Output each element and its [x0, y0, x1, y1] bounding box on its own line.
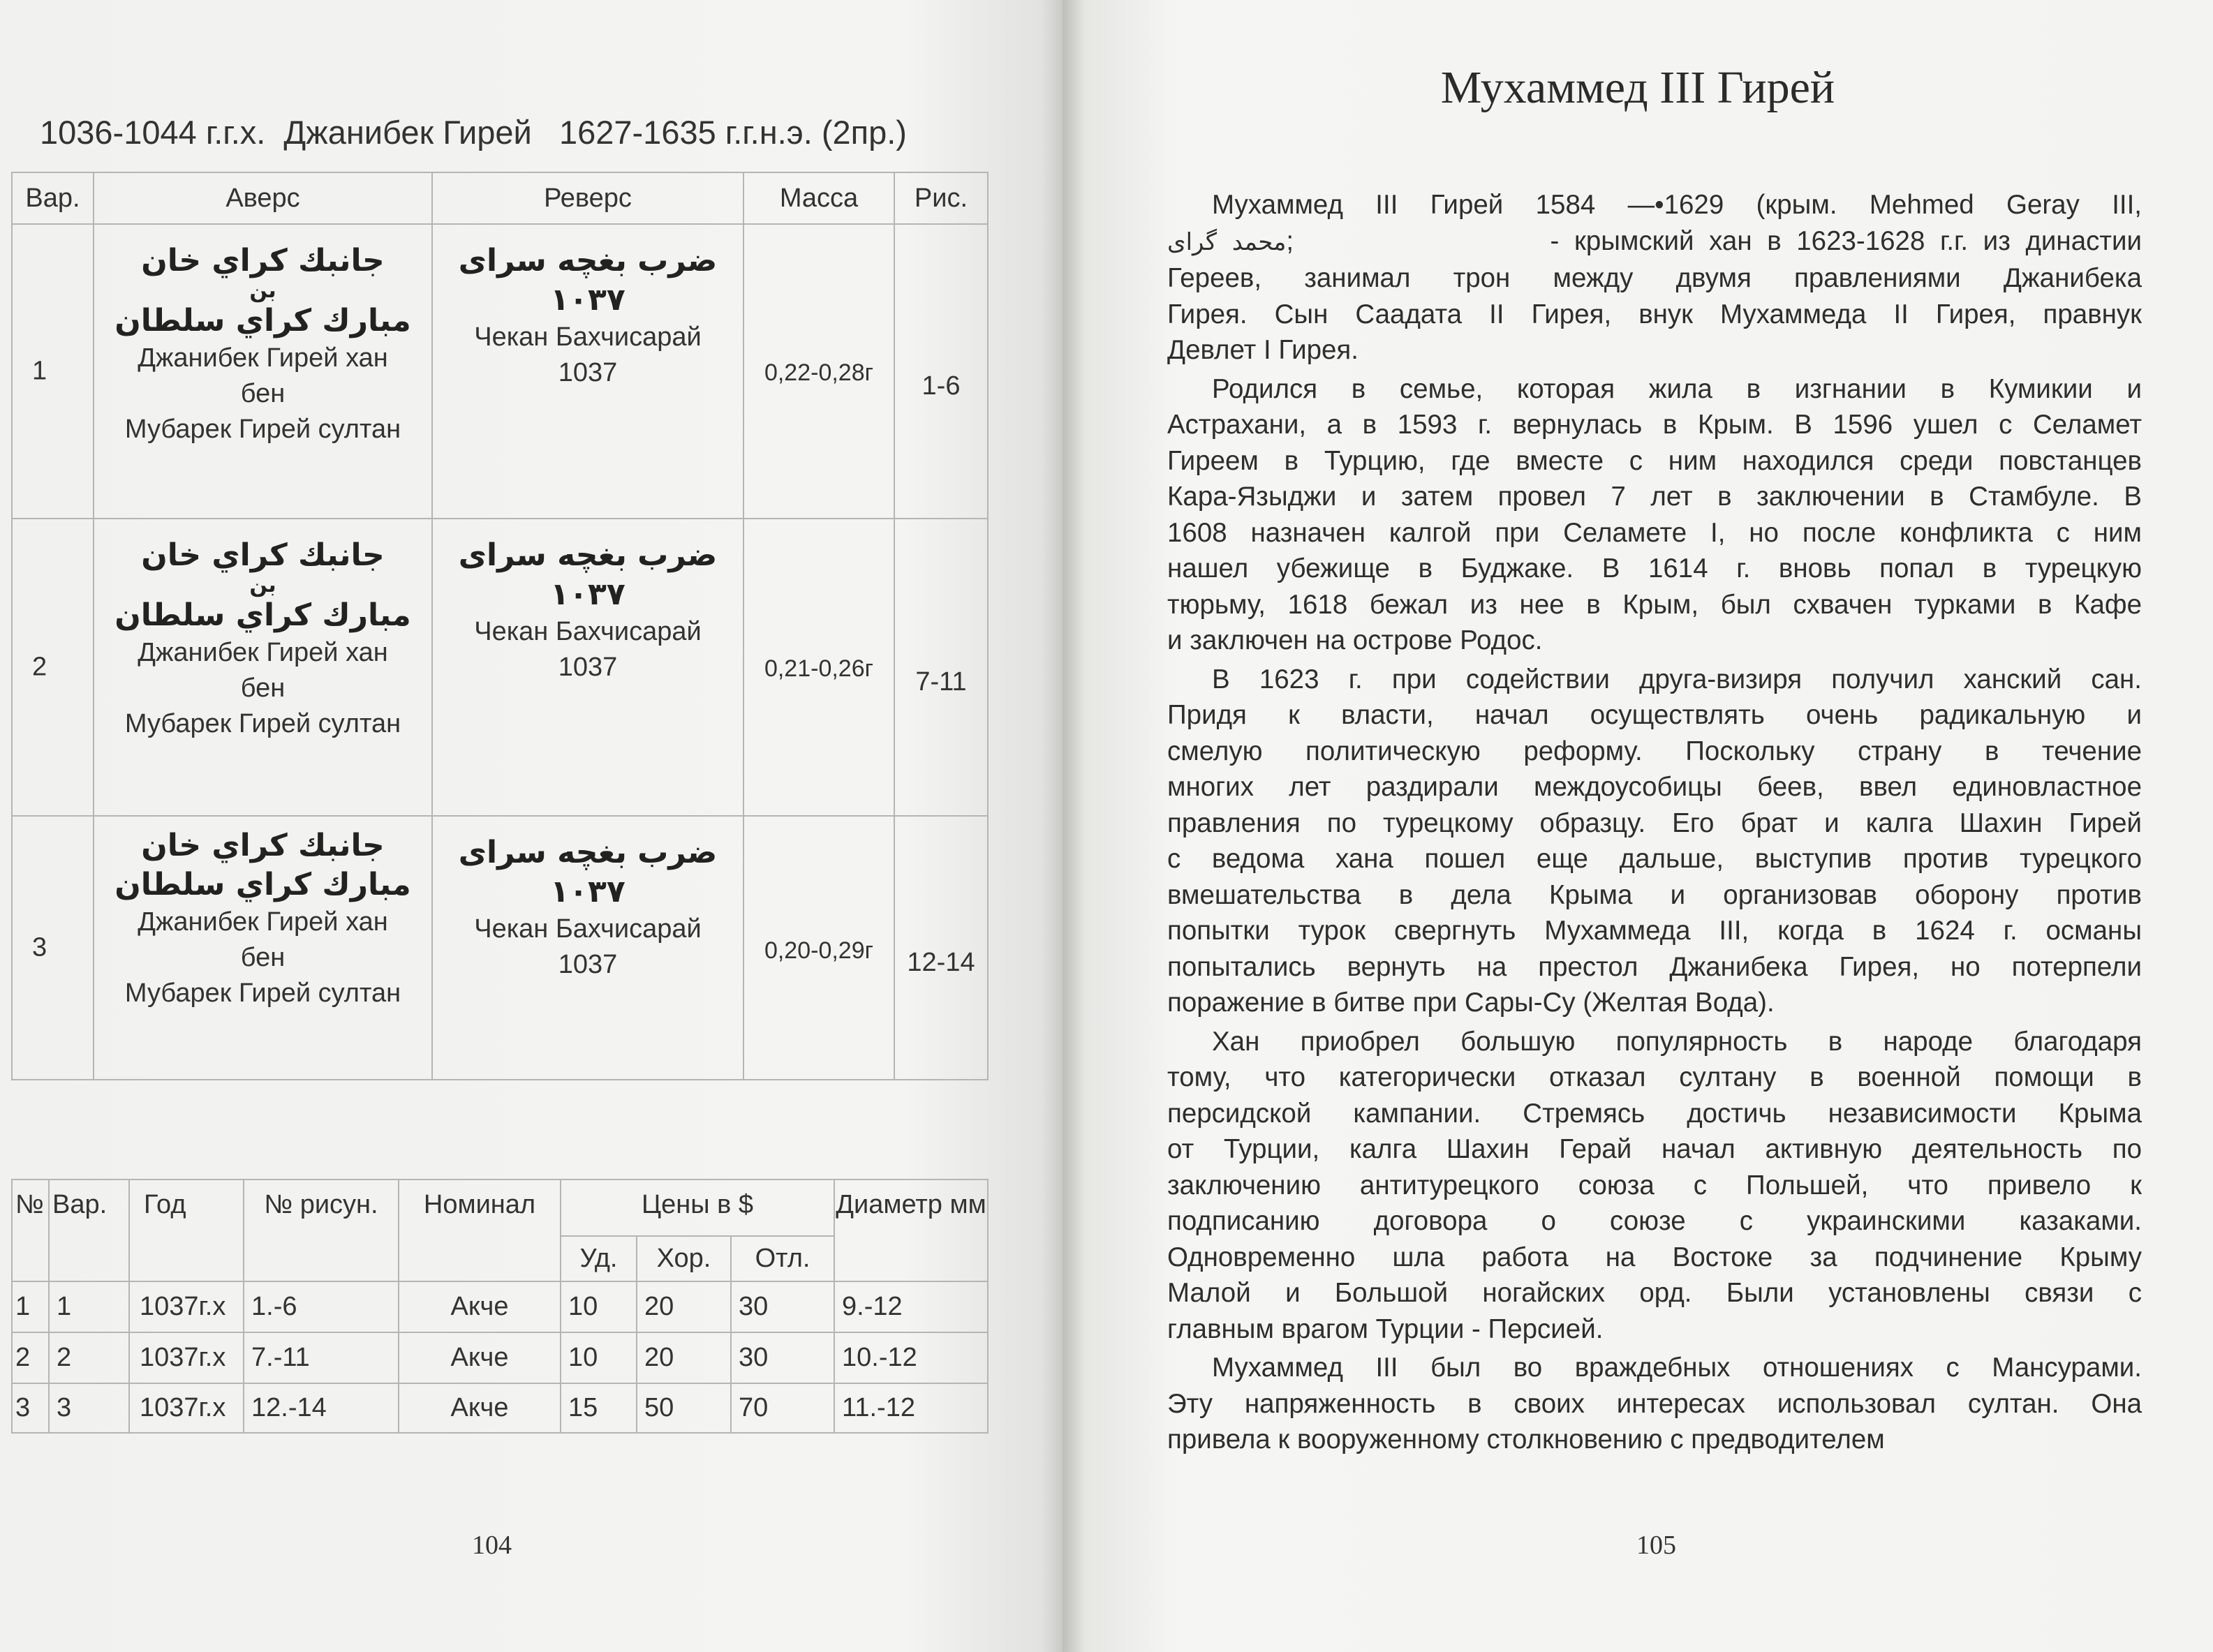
cell-nominal: Акче — [399, 1332, 561, 1383]
cell-hor: 20 — [637, 1281, 731, 1332]
text-line: поражение в битве при Сары-Су (Желтая Вода). — [1167, 988, 1775, 1018]
header-otl: Отл. — [731, 1236, 834, 1281]
table-row — [12, 1383, 988, 1433]
revers-translation: Чекан Бахчисарай 1037 — [474, 617, 702, 682]
cell-var: 1 — [49, 1281, 129, 1332]
mass-value: 0,21-0,26г — [764, 655, 874, 683]
text-line: Гиреем в Турцию, где вместе с ним находился среди повстанцев — [1167, 445, 2142, 476]
text-line: смелую политическую реформу. Поскольку страну в течение — [1167, 736, 2142, 766]
coin-variants-table — [11, 172, 989, 1080]
header-revers: Реверс — [432, 172, 743, 224]
cell-otl: 30 — [731, 1281, 834, 1332]
revers-arabic-legend: ضرب بغچه سراى ١٠٣٧ — [458, 835, 718, 909]
text-line: заключению антитурецкого союза с Польшей, что привело к — [1167, 1170, 2142, 1200]
text-line: Хан приобрел большую популярность в народе благодаря — [1212, 1026, 2142, 1057]
paragraph — [1167, 662, 2142, 1021]
table-header-row — [12, 172, 988, 224]
header-ris: Рис. — [894, 172, 988, 224]
header-year: Год — [129, 1180, 244, 1281]
cell-otl: 70 — [731, 1383, 834, 1433]
table-row — [12, 519, 988, 816]
avers-translation: Джанибек Гирей хан бен Мубарек Гирей султан — [124, 638, 401, 738]
text-line: В 1623 г. при содействии друга-визиря получил ханский сан. — [1212, 664, 2142, 694]
text-line: Девлет I Гирея. — [1167, 335, 1359, 365]
text-line: и заключен на острове Родос. — [1167, 625, 1543, 655]
text-line: тюрьму, 1618 бежал из нее в Крым, был схвачен турками в Кафе — [1167, 589, 2142, 620]
cell-ud: 10 — [561, 1332, 637, 1383]
text-line: Мухаммед III Гирей 1584 —•1629 (крым. Mehmed Geray III, — [1212, 190, 2142, 220]
cell-ud: 10 — [561, 1281, 637, 1332]
text-line: Малой и Большой ногайских орд. Были установлены связи с — [1167, 1278, 2142, 1308]
text-line: попытки турок свергнуть Мухаммеда III, когда в 1624 г. османы — [1167, 916, 2142, 946]
cell-diameter: 9.-12 — [834, 1281, 988, 1332]
table-row — [12, 816, 988, 1080]
table-row — [12, 1281, 988, 1332]
table-header-row — [12, 1180, 988, 1236]
price-table — [11, 1179, 989, 1434]
page-number: 104 — [472, 1531, 512, 1560]
page-number: 105 — [1636, 1531, 1676, 1560]
text-line: Мухаммед III был во враждебных отношениях с Мансурами. — [1212, 1353, 2142, 1383]
figure-range: 1-6 — [922, 371, 961, 401]
mass-value: 0,22-0,28г — [764, 359, 874, 387]
header-diameter: Диаметр мм — [834, 1180, 988, 1281]
avers-arabic-legend: جانبك كراي خان بن مبارك كراي سلطان — [114, 537, 411, 633]
header-var: Вар. — [49, 1180, 129, 1281]
cell-diameter: 11.-12 — [834, 1383, 988, 1433]
cell-diameter: 10.-12 — [834, 1332, 988, 1383]
cell-hor: 20 — [637, 1332, 731, 1383]
text-line: привела к вооруженному столкновению с предводителем — [1167, 1424, 1885, 1454]
header-avers: Аверс — [94, 172, 432, 224]
cell-nominal: Акче — [399, 1281, 561, 1332]
text-line: 1608 назначен калгой при Селамете I, но после конфликта с ним — [1167, 517, 2142, 548]
mass-value: 0,20-0,29г — [764, 937, 874, 964]
variant-number: 3 — [32, 932, 47, 962]
avers-translation: Джанибек Гирей хан бен Мубарек Гирей султан — [124, 907, 401, 1008]
figure-range: 7-11 — [915, 667, 967, 697]
text-line: Эту напряженность в своих интересах использовал султан. Она — [1167, 1388, 2142, 1419]
cell-nominal: Акче — [399, 1383, 561, 1433]
avers-translation: Джанибек Гирей хан бен Мубарек Гирей султан — [124, 343, 401, 444]
cell-no: 1 — [12, 1281, 49, 1332]
text-line: нашел убежище в Буджаке. В 1614 г. вновь попал в турецкую — [1167, 553, 2142, 583]
chapter-title: Мухаммед III Гирей — [1440, 62, 1835, 113]
cell-year: 1037г.х — [129, 1332, 244, 1383]
cell-picture: 12.-14 — [244, 1383, 399, 1433]
text-line: Гереев, занимал трон между двумя правлениями Джанибека — [1167, 263, 2142, 293]
variant-number: 2 — [32, 652, 47, 682]
text-line-rest: ; - крымский хан в 1623-1628 г.г. из династии — [1286, 225, 2142, 256]
cell-otl: 30 — [731, 1332, 834, 1383]
table-row — [12, 224, 988, 519]
cell-no: 2 — [12, 1332, 49, 1383]
cell-picture: 7.-11 — [244, 1332, 399, 1383]
table-row — [12, 1332, 988, 1383]
left-page — [0, 0, 1063, 1652]
text-line: Родился в семье, которая жила в изгнании в Кумикии и — [1212, 373, 2142, 404]
cell-no: 3 — [12, 1383, 49, 1433]
avers-arabic-legend: جانبك كراي خان مبارك كراي سلطان — [114, 828, 411, 902]
cell-ud: 15 — [561, 1383, 637, 1433]
text-line: Астрахани, а в 1593 г. вернулась в Крым. В 1596 ушел с Селамет — [1167, 410, 2142, 440]
header-hor: Хор. — [637, 1236, 731, 1281]
text-line: Одновременно шла работа на Востоке за подчинение Крыму — [1167, 1242, 2142, 1272]
revers-translation: Чекан Бахчисарай 1037 — [474, 322, 702, 387]
text-line: правления по турецкому образцу. Его брат и калга Шахин Гирей — [1167, 808, 2142, 838]
cell-var: 2 — [49, 1332, 129, 1383]
text-line: персидской кампании. Стремясь достичь независимости Крыма — [1167, 1098, 2142, 1129]
text-line: Кара-Языджи и затем провел 7 лет в заключении в Стамбуле. В — [1167, 482, 2142, 512]
text-line: Придя к власти, начал осуществлять очень радикальную и — [1167, 700, 2142, 730]
paragraph — [1167, 1024, 2142, 1348]
text-line: Гирея. Сын Саадата II Гирея, внук Мухаммеда II Гирея, правнук — [1167, 299, 2142, 329]
text-line: подписанию договора о союзе с украинскими казаками. — [1167, 1206, 2142, 1236]
header-mass: Масса — [743, 172, 894, 224]
cell-hor: 50 — [637, 1383, 731, 1433]
text-line: с ведома хана пошел еще дальше, выступив против турецкого — [1167, 844, 2142, 874]
text-line: вмешательства в дела Крыма и организовав оборону против — [1167, 879, 2142, 910]
text-line: многих лет раздирали междоусобицы беев, ввел единовластное — [1167, 772, 2142, 802]
revers-arabic-legend: ضرب بغچه سراى ١٠٣٧ — [458, 243, 718, 318]
header-var: Вар. — [12, 172, 94, 224]
right-page — [1063, 0, 2213, 1652]
cell-var: 3 — [49, 1383, 129, 1433]
cell-year: 1037г.х — [129, 1383, 244, 1433]
variant-number: 1 — [32, 356, 47, 386]
cell-picture: 1.-6 — [244, 1281, 399, 1332]
header-nominal: Номинал — [399, 1180, 561, 1281]
cell-year: 1037г.х — [129, 1281, 244, 1332]
figure-range: 12-14 — [907, 948, 975, 977]
section-title: 1036-1044 г.г.х. Джанибек Гирей 1627-1635 г.г.н.э. (2пр.) — [40, 114, 907, 151]
header-picture-no: № рисун. — [244, 1180, 399, 1281]
text-line: главным врагом Турции - Персией. — [1167, 1314, 1604, 1344]
body-text — [1167, 187, 2142, 1461]
text-line — [1167, 223, 2142, 261]
avers-arabic-legend: جانبك كراي خان بن مبارك كراي سلطان — [114, 243, 411, 338]
arabic-name: محمد گرای — [1167, 228, 1287, 256]
paragraph — [1167, 1350, 2142, 1458]
text-line: тому, что категорически отказал султану в военной помощи в — [1167, 1062, 2142, 1092]
header-no: № — [12, 1180, 49, 1281]
paragraph — [1167, 187, 2142, 369]
revers-translation: Чекан Бахчисарай 1037 — [474, 914, 702, 979]
text-line: от Турции, калга Шахин Герай начал активную деятельность по — [1167, 1134, 2142, 1164]
paragraph — [1167, 371, 2142, 659]
header-prices: Цены в $ — [561, 1180, 834, 1236]
revers-arabic-legend: ضرب بغچه سراى ١٠٣٧ — [458, 537, 718, 612]
text-line: попытались вернуть на престол Джанибека Гирея, но потерпели — [1167, 951, 2142, 982]
header-ud: Уд. — [561, 1236, 637, 1281]
